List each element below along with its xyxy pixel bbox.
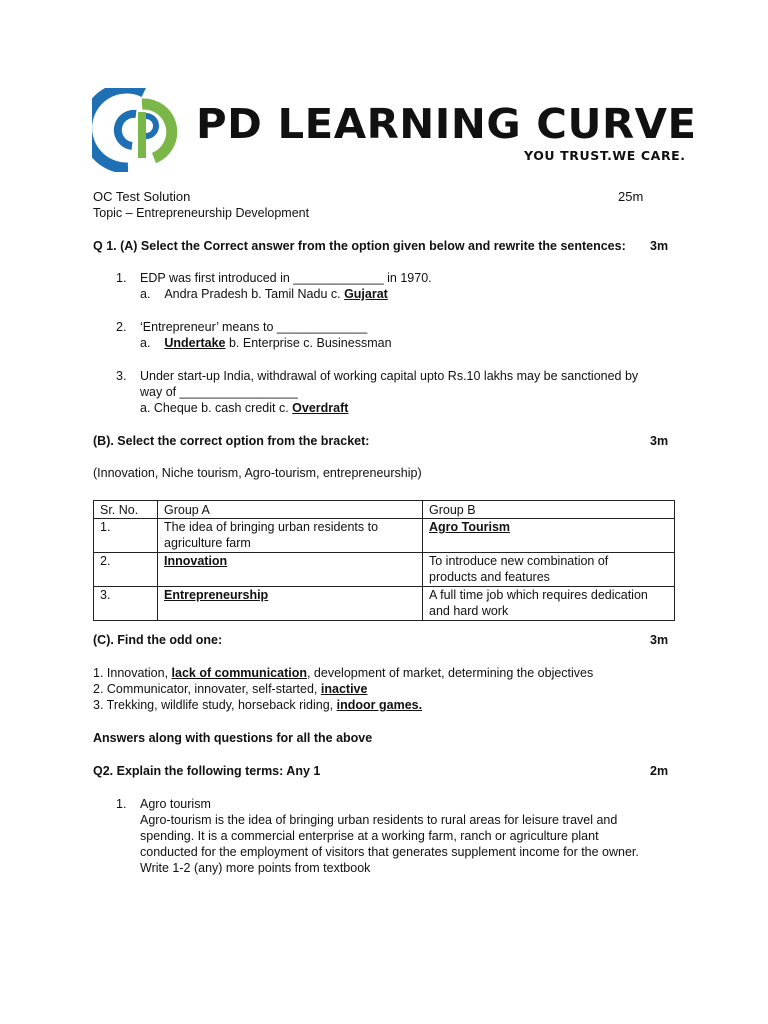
q1-item-options bbox=[140, 336, 392, 350]
q1c-heading: (C). Find the odd one: bbox=[93, 633, 223, 647]
q1-item-text: EDP was first introduced in _____________ in 1970. bbox=[140, 271, 432, 285]
q1b-marks: 3m bbox=[650, 434, 669, 448]
item-text: 2. Communicator, innovater, self-started, bbox=[93, 682, 321, 696]
cell-line: A full time job which requires dedication bbox=[429, 588, 648, 602]
cell-line: The idea of bringing urban residents to bbox=[164, 520, 379, 534]
table-cell-group-b bbox=[423, 553, 675, 587]
q1-item-number: 3. bbox=[116, 369, 127, 383]
q1-item-options bbox=[140, 401, 348, 415]
q2-heading: Q2. Explain the following terms: Any 1 bbox=[93, 764, 321, 778]
group-match-table bbox=[93, 500, 675, 621]
doc-title: OC Test Solution bbox=[93, 189, 191, 204]
q1-heading: Q 1. (A) Select the Correct answer from the option given below and rewrite the sentences: bbox=[93, 239, 626, 253]
table-row bbox=[94, 519, 675, 553]
table-row bbox=[94, 587, 675, 621]
logo-blue-inner bbox=[118, 114, 136, 146]
table-header-cell: Group B bbox=[423, 501, 675, 519]
item-text: 3. Trekking, wildlife study, horseback riding, bbox=[93, 698, 337, 712]
q1b-options: (Innovation, Niche tourism, Agro-tourism, entrepreneurship) bbox=[93, 466, 422, 480]
q1-item-number: 2. bbox=[116, 320, 127, 334]
table-cell-group-b bbox=[423, 519, 675, 553]
q1-item-options bbox=[140, 287, 388, 301]
logo-p-stem bbox=[138, 112, 146, 158]
q2-answer-line: Agro-tourism is the idea of bringing urban residents to rural areas for leisure travel and bbox=[140, 813, 618, 827]
q2-answer-line: Write 1-2 (any) more points from textbook bbox=[140, 861, 371, 875]
q1-item-text-line2: way of _________________ bbox=[140, 385, 298, 399]
answer-text: Undertake bbox=[164, 336, 226, 350]
cell-line: agriculture farm bbox=[164, 536, 251, 550]
table-cell-sr: 3. bbox=[94, 587, 158, 621]
q1b-heading: (B). Select the correct option from the bracket: bbox=[93, 434, 370, 448]
odd-one-item bbox=[93, 666, 593, 680]
pd-learning-curve-logo bbox=[92, 88, 188, 172]
q1c-marks: 3m bbox=[650, 633, 669, 647]
doc-topic: Topic – Entrepreneurship Development bbox=[93, 206, 310, 220]
q1-item-text: ‘Entrepreneur’ means to _____________ bbox=[140, 320, 368, 334]
table-row bbox=[94, 553, 675, 587]
q2-answer-line: conducted for the employment of visitors that generates supplement income for the owner. bbox=[140, 845, 639, 859]
total-marks: 25m bbox=[618, 189, 644, 204]
odd-one-item bbox=[93, 682, 367, 696]
options-text: Andra Pradesh b. Tamil Nadu c. bbox=[164, 287, 345, 301]
options-text-post: b. Enterprise c. Businessman bbox=[225, 336, 392, 350]
answer-text: Overdraft bbox=[292, 401, 349, 415]
q2-item-number: 1. bbox=[116, 797, 127, 811]
option-prefix: a. bbox=[140, 336, 151, 350]
table-cell-group-a bbox=[158, 553, 423, 587]
answer-text: inactive bbox=[320, 682, 368, 696]
q2-answer-line: spending. It is a commercial enterprise at a working farm, ranch or agriculture plant bbox=[140, 829, 599, 843]
answer-text: Gujarat bbox=[344, 287, 388, 301]
odd-one-item bbox=[93, 698, 422, 712]
table-cell-group-a bbox=[158, 587, 423, 621]
table-cell-group-b bbox=[423, 587, 675, 621]
item-text: 1. Innovation, bbox=[93, 666, 172, 680]
cell-line: and hard work bbox=[429, 604, 509, 618]
table-cell-group-a bbox=[158, 519, 423, 553]
q1-marks: 3m bbox=[650, 239, 669, 253]
answers-note: Answers along with questions for all the above bbox=[93, 731, 373, 745]
cell-answer: Entrepreneurship bbox=[164, 588, 269, 602]
brand-name: PD LEARNING CURVE bbox=[196, 100, 697, 148]
q2-marks: 2m bbox=[650, 764, 669, 778]
brand-tagline: YOU TRUST.WE CARE. bbox=[524, 148, 686, 163]
q2-item-title: Agro tourism bbox=[140, 797, 211, 811]
answer-text: lack of communication bbox=[171, 666, 307, 680]
q1-item-text-line1: Under start-up India, withdrawal of working capital upto Rs.10 lakhs may be sanctioned by bbox=[140, 369, 639, 383]
table-cell-sr: 1. bbox=[94, 519, 158, 553]
options-text: a. Cheque b. cash credit c. bbox=[140, 401, 293, 415]
table-cell-sr: 2. bbox=[94, 553, 158, 587]
q1-item-number: 1. bbox=[116, 271, 127, 285]
logo-p-bowl bbox=[146, 116, 156, 136]
table-header-cell: Sr. No. bbox=[94, 501, 158, 519]
cell-line: To introduce new combination of bbox=[429, 554, 609, 568]
table-header-cell: Group A bbox=[158, 501, 423, 519]
cell-answer: Agro Tourism bbox=[429, 520, 511, 534]
item-text-post: , development of market, determining the objectives bbox=[306, 666, 594, 680]
option-prefix: a. bbox=[140, 287, 151, 301]
cell-answer: Innovation bbox=[164, 554, 228, 568]
cell-line: products and features bbox=[429, 570, 550, 584]
table-header-row bbox=[94, 501, 675, 519]
answer-text: indoor games. bbox=[336, 698, 423, 712]
